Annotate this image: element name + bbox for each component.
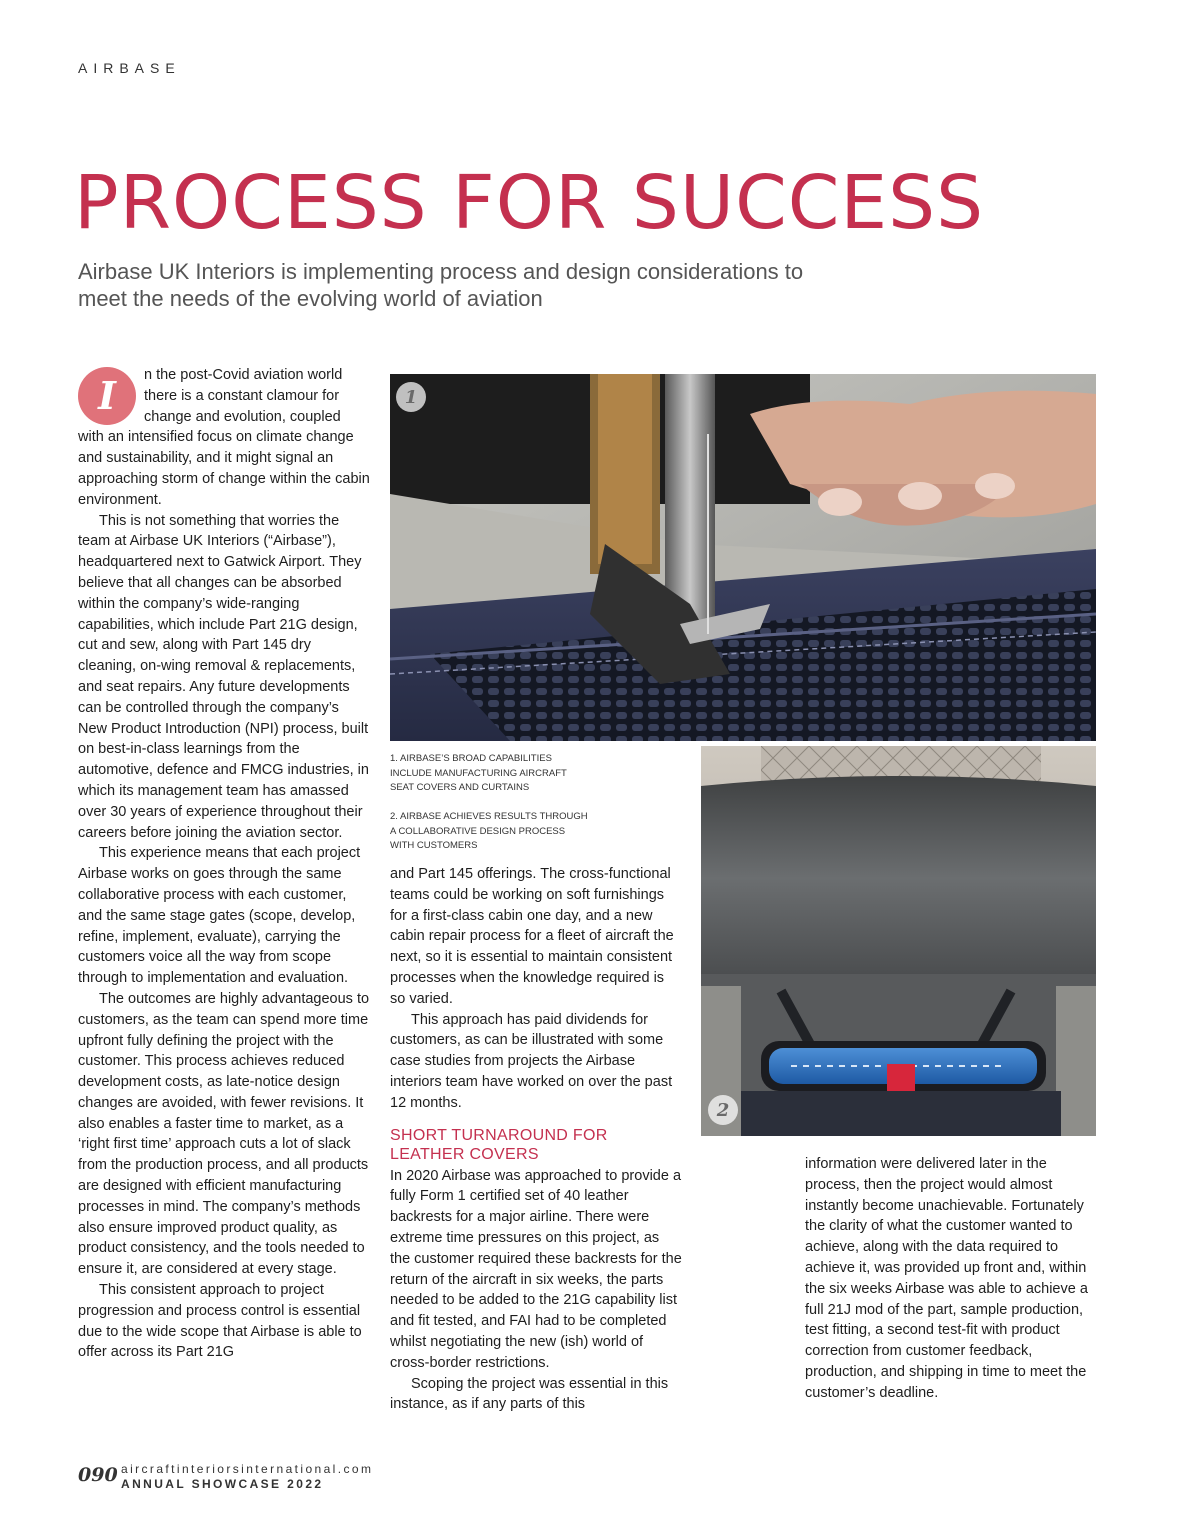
photo-seat-backrest-image — [701, 746, 1096, 1136]
body-paragraph: This is not something that worries the team at Airbase UK Interiors (“Airbase”), headquartered next to Gatwick Airport. They believe that all changes can be absorbed within the company’s wide-ranging capabilities, which include Part 21G design, cut and sew, along with Part 145 dry cleaning, on-wing removal & replacements, and seat repairs. Any future developments can be controlled through the company’s New Product Introduction (NPI) process, built on best-in-class learnings from the automotive, defence and FMCG industries, in which its management team has amassed over 30 years of experience throughout their careers before joining the aviation sector. — [78, 512, 369, 841]
article-column-2 — [390, 864, 682, 1415]
body-paragraph: This consistent approach to project progression and process control is essential due to the wide scope that Airbase is able to offer across its Part 21G — [78, 1282, 362, 1361]
footer-issue: ANNUAL SHOWCASE 2022 — [121, 1477, 324, 1491]
page-number: 090 — [78, 1464, 118, 1486]
photo-number-2: 2 — [708, 1095, 738, 1125]
footer-website: aircraftinteriorsinternational.com — [121, 1462, 374, 1476]
body-paragraph: This approach has paid dividends for customers, as can be illustrated with some case studies from projects the Airbase interiors team have worked on over the past 12 months. — [390, 1011, 673, 1111]
photo-sewing-machine — [390, 374, 1096, 741]
article-column-1 — [78, 365, 370, 1363]
article-title: PROCESS FOR SUCCESS — [74, 160, 985, 246]
photo-sewing-machine-image — [390, 374, 1096, 741]
body-paragraph: information were delivered later in the process, then the project would almost instantly become unachievable. Fortunately the clarity of what the customer wanted to achieve, along with the data required to achieve it, was provided up front and, within the six weeks Airbase was able to achieve a full 21J mod of the part, sample production, test fitting, a second test-fit with product correction from customer feedback, production, and shipping in time to meet the customer’s deadline. — [805, 1156, 1088, 1401]
article-standfirst: Airbase UK Interiors is implementing process and design considerations to meet the needs of the evolving world of aviation — [78, 259, 804, 311]
photo-seat-backrest — [701, 746, 1096, 1136]
drop-cap-letter: I — [98, 373, 116, 418]
figure-2-caption: 2. AIRBASE ACHIEVES RESULTS THROUGH A COLLABORATIVE DESIGN PROCESS WITH CUSTOMERS — [390, 811, 588, 851]
body-paragraph: Scoping the project was essential in this instance, as if any parts of this — [390, 1375, 669, 1413]
section-label: AIRBASE — [78, 60, 181, 76]
body-paragraph: The outcomes are highly advantageous to customers, as the team can spend more time upfront fully defining the project with the customer. This process achieves reduced development costs, as late-notice design changes are avoided, with fewer revisions. It also enables a faster time to market, as a ‘right first time’ approach cuts a lot of slack from the production process, and all products are designed with efficient manufacturing processes in mind. The company’s methods also ensure improved product quality, as product consistency, and the tools needed to ensure it, are considered at every stage. — [78, 990, 370, 1278]
body-paragraph: In 2020 Airbase was approached to provide a fully Form 1 certified set of 40 leather backrests for a major airline. There were extreme time pressures on this project, as the customer required these backrests for the return of the aircraft in six weeks, the parts needed to be added to the 21G capability list and fit tested, and FAI had to be completed whilst negotiating the new (ish) world of cross-border restrictions. — [390, 1167, 682, 1371]
figure-1-caption: 1. AIRBASE’S BROAD CAPABILITIES INCLUDE MANUFACTURING AIRCRAFT SEAT COVERS AND CURTAINS — [390, 753, 567, 793]
body-paragraph: This experience means that each project Airbase works on goes through the same collaborative process with each customer, and the same stage gates (scope, develop, refine, implement, evaluate), carrying the customers voice all the way from scope through to implementation and evaluation. — [78, 845, 361, 987]
first-paragraph: n the post-Covid aviation world there is a constant clamour for change and evolution, coupled with an intensified focus on climate change and sustainability, and it might signal an approaching storm of change within the cabin environment. — [78, 367, 370, 508]
article-column-3 — [805, 1154, 1097, 1404]
body-paragraph: and Part 145 offerings. The cross-functional teams could be working on soft furnishings for a first-class cabin one day, and a new cabin repair process for a fleet of aircraft the next, so it is essential to maintain consistent processes when the knowledge required is so varied. — [390, 866, 674, 1007]
article-subheading: SHORT TURNAROUND FOR LEATHER COVERS — [390, 1126, 608, 1163]
photo-number-1: 1 — [396, 382, 426, 412]
drop-cap — [78, 367, 136, 425]
